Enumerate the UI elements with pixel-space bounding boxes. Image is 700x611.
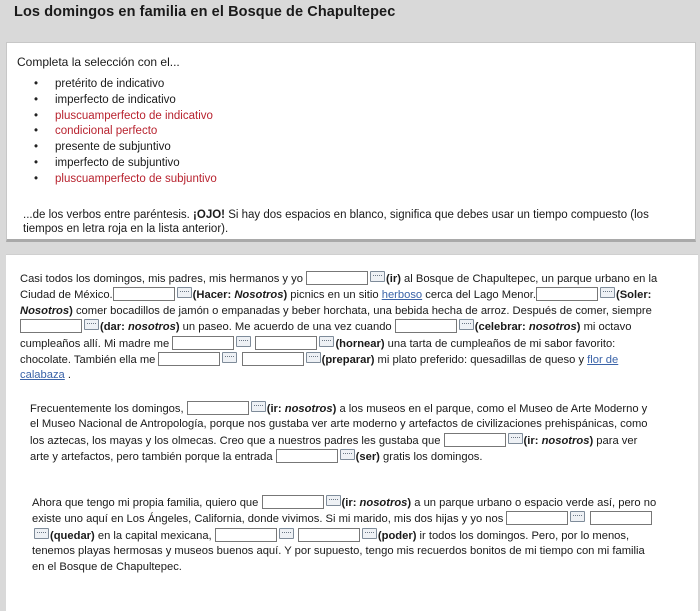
keyboard-icon[interactable]: [279, 528, 294, 539]
verb-hint-text: ): [407, 497, 412, 509]
verb-hint-text: ): [576, 321, 581, 334]
text: Casi todos los domingos, mis padres, mis hermanos y yo: [20, 273, 307, 285]
text: a un parque urbano o espacio verde así, pero no existe uno aquí en Los Ángeles, California, donde vivimos. Si mi marido, mis dos hijas y yo nos: [32, 497, 657, 526]
verb-hint-text: (dar:: [100, 321, 128, 334]
verb-hint: (hornear): [335, 337, 385, 350]
verb-hint-text: (Hacer:: [192, 289, 235, 302]
verb-hint-subject: nosotros: [127, 321, 176, 334]
answer-blank[interactable]: [187, 401, 249, 415]
tense-item: • presente de subjuntivo: [29, 140, 217, 156]
keyboard-icon[interactable]: [222, 352, 237, 363]
keyboard-icon[interactable]: [84, 319, 99, 330]
tense-item-compound: • pluscuamperfecto de subjuntivo: [29, 172, 217, 188]
verb-hint-text: (celebrar:: [474, 321, 529, 334]
keyboard-icon[interactable]: [370, 271, 385, 282]
verb-hint-subject: nosotros: [284, 403, 333, 415]
verb-hint-subject: nosotros: [541, 434, 590, 447]
page-title: Los domingos en familia en el Bosque de Chapultepec: [14, 4, 396, 20]
verb-hint: (poder): [377, 529, 417, 542]
verb-hint-text: (ir:: [341, 497, 360, 509]
text: cerca del Lago Menor.: [422, 289, 536, 302]
verb-hint: [475, 321, 581, 333]
tense-item-compound: • pluscuamperfecto de indicativo: [29, 109, 217, 125]
verb-hint: (quedar): [50, 529, 95, 542]
note-ojo: ¡OJO!: [193, 209, 225, 221]
text: ir todos los domingos. Pero, por lo menos, tenemos playas hermosas y museos buenos aquí. Y por supuesto, tengo mis recuerdos bonitos de mi tiempo con mi familia en el Bosque de Chapultepec.: [32, 529, 645, 573]
verb-hint: [100, 321, 180, 333]
verb-hint: (ir): [386, 273, 401, 285]
keyboard-icon[interactable]: [326, 495, 341, 506]
answer-blank[interactable]: [444, 433, 506, 447]
keyboard-icon[interactable]: [508, 433, 523, 444]
passage-panel: [6, 254, 698, 611]
verb-hint: [193, 289, 288, 301]
answer-blank[interactable]: [113, 287, 175, 301]
verb-hint: (preparar): [321, 354, 375, 367]
paragraph-3: [32, 495, 658, 575]
instructions-box: [6, 42, 696, 242]
verb-hint-text: ): [175, 321, 180, 334]
text: una tarta de cumpleaños de mi sabor favorito: chocolate. También ella me: [20, 337, 616, 367]
verb-hint-subject: nosotros: [359, 497, 408, 509]
paragraph-1: [20, 271, 660, 384]
text: .: [64, 369, 72, 382]
text: Ahora que tengo mi propia familia, quiero que: [32, 497, 262, 509]
vocab-link[interactable]: herboso: [381, 289, 423, 302]
keyboard-icon[interactable]: [570, 511, 585, 522]
verb-hint-text: (ir:: [266, 403, 285, 415]
answer-blank[interactable]: [590, 511, 652, 525]
tense-item: • pretérito de indicativo: [29, 77, 217, 93]
vocab-link[interactable]: flor de calabaza: [20, 354, 619, 382]
text: mi plato preferido: quesadillas de queso y: [374, 354, 588, 367]
keyboard-icon[interactable]: [251, 401, 266, 412]
answer-blank[interactable]: [172, 336, 234, 350]
verb-hint-subject: Nosotros: [234, 289, 284, 302]
text: a los museos en el parque, como el Museo de Arte Moderno y el Museo Nacional de Antropología, porque nos gustaba ver arte moderno y artefactos de civilizaciones prehispánicas, como los aztecas, los mayas y los olmecas. Creo que a nuestros padres les gustaba que: [30, 403, 648, 447]
verb-hint: [524, 435, 594, 447]
verb-hint-text: (ir:: [523, 434, 542, 447]
text: comer bocadillos de jamón o empanadas y beber horchata, una bebida hecha de arroz. Después de comer, siempre: [72, 304, 652, 317]
answer-blank[interactable]: [298, 528, 360, 542]
paragraph-2: [30, 401, 656, 466]
verb-hint-text: ): [69, 304, 73, 317]
text: un paseo. Me acuerdo de una vez cuando: [179, 321, 395, 334]
answer-blank[interactable]: [276, 449, 338, 463]
answer-blank[interactable]: [306, 271, 368, 285]
text: al Bosque de Chapultepec, un parque urbano en la Ciudad de México.: [20, 273, 658, 302]
verb-hint: [342, 497, 412, 509]
instructions-note: [23, 208, 673, 236]
answer-blank[interactable]: [20, 319, 82, 333]
verb-hint-text: (Soler:: [615, 289, 652, 302]
text: mi octavo cumpleaños allí. Mi madre me: [20, 321, 632, 350]
answer-blank[interactable]: [158, 352, 220, 366]
verb-hint-text: ): [589, 434, 594, 447]
verb-hint-subject: nosotros: [528, 321, 577, 334]
verb-hint: [267, 403, 337, 415]
verb-hint-subject: Nosotros: [20, 304, 70, 317]
tense-item: • imperfecto de subjuntivo: [29, 156, 217, 172]
answer-blank[interactable]: [255, 336, 317, 350]
keyboard-icon[interactable]: [459, 319, 474, 330]
text: Frecuentemente los domingos,: [30, 403, 187, 415]
instructions-lead: Completa la selección con el...: [17, 55, 180, 69]
keyboard-icon[interactable]: [34, 528, 49, 539]
answer-blank[interactable]: [242, 352, 304, 366]
answer-blank[interactable]: [262, 495, 324, 509]
keyboard-icon[interactable]: [177, 287, 192, 298]
keyboard-icon[interactable]: [340, 449, 355, 460]
text: en la capital mexicana,: [94, 529, 215, 542]
keyboard-icon[interactable]: [306, 352, 321, 363]
answer-blank[interactable]: [395, 319, 457, 333]
tense-item-compound: • condicional perfecto: [29, 124, 217, 140]
answer-blank[interactable]: [215, 528, 277, 542]
text: para ver arte y artefactos, pero también porque la entrada: [30, 434, 638, 464]
answer-blank[interactable]: [536, 287, 598, 301]
text: gratis los domingos.: [379, 451, 483, 464]
note-text: Si hay dos espacios en blanco, significa que debes usar un tiempo compuesto (los tiempos en letra roja en la lista anterior).: [23, 209, 649, 235]
verb-hint-text: ): [332, 403, 337, 415]
keyboard-icon[interactable]: [362, 528, 377, 539]
verb-hint: (ser): [355, 451, 380, 464]
tense-list: [29, 77, 217, 188]
text: picnics en un sitio: [287, 289, 382, 302]
verb-hint-text: ): [283, 289, 288, 302]
answer-blank[interactable]: [506, 511, 568, 525]
keyboard-icon[interactable]: [600, 287, 615, 298]
note-text: ...de los verbos entre paréntesis.: [23, 209, 194, 221]
keyboard-icon[interactable]: [236, 336, 251, 347]
keyboard-icon[interactable]: [319, 336, 334, 347]
tense-item: • imperfecto de indicativo: [29, 93, 217, 109]
